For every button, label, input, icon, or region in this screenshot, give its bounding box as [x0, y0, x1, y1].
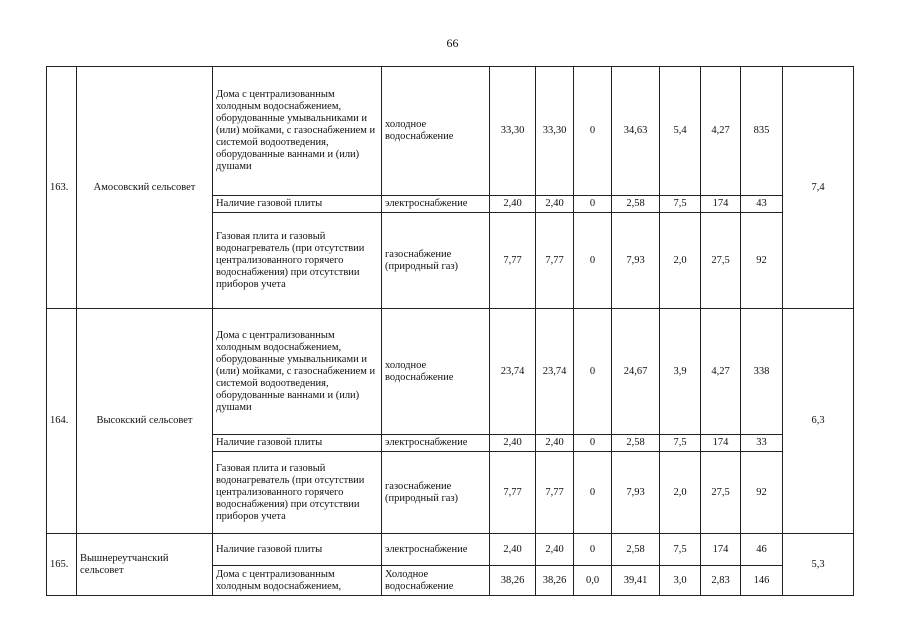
- value-cell: 2,83: [701, 566, 741, 596]
- value-cell: 4,27: [701, 67, 741, 196]
- total-value: 5,3: [783, 534, 854, 596]
- value-cell: 92: [741, 452, 783, 534]
- utility-resource: холодное водоснабжение: [382, 309, 490, 435]
- value-cell: 0: [574, 309, 612, 435]
- value-cell: 2,40: [490, 534, 536, 566]
- value-cell: 0,0: [574, 566, 612, 596]
- value-cell: 27,5: [701, 213, 741, 309]
- consumer-category: Наличие газовой плиты: [213, 534, 382, 566]
- value-cell: 0: [574, 435, 612, 452]
- value-cell: 38,26: [490, 566, 536, 596]
- value-cell: 46: [741, 534, 783, 566]
- value-cell: 7,93: [612, 452, 660, 534]
- consumer-category: Газовая плита и газовый водонагреватель (при отсутствии централизованного горячего водоснабжения) при отсутствии приборов учета: [213, 452, 382, 534]
- value-cell: 38,26: [536, 566, 574, 596]
- value-cell: 7,5: [660, 534, 701, 566]
- value-cell: 2,0: [660, 213, 701, 309]
- value-cell: 4,27: [701, 309, 741, 435]
- value-cell: 7,77: [490, 213, 536, 309]
- settlement-name: Амосовский сельсовет: [77, 67, 213, 309]
- value-cell: 7,77: [536, 213, 574, 309]
- value-cell: 2,0: [660, 452, 701, 534]
- row-number: 163.: [47, 67, 77, 309]
- value-cell: 7,5: [660, 196, 701, 213]
- consumer-category: Дома с централизованным холодным водоснабжением, оборудованные умывальниками и (или) мойками, с газоснабжением и системой водоотведения, оборудованные ваннами и (или) душами: [213, 309, 382, 435]
- row-number: 165.: [47, 534, 77, 596]
- value-cell: 0: [574, 534, 612, 566]
- value-cell: 23,74: [536, 309, 574, 435]
- value-cell: 43: [741, 196, 783, 213]
- total-value: 7,4: [783, 67, 854, 309]
- utility-resource: холодное водоснабжение: [382, 67, 490, 196]
- utility-resource: Холодное водоснабжение: [382, 566, 490, 596]
- value-cell: 146: [741, 566, 783, 596]
- consumer-category: Дома с централизованным холодным водоснабжением,: [213, 566, 382, 596]
- utility-resource: электроснабжение: [382, 196, 490, 213]
- value-cell: 92: [741, 213, 783, 309]
- value-cell: 3,0: [660, 566, 701, 596]
- value-cell: 33: [741, 435, 783, 452]
- value-cell: 0: [574, 67, 612, 196]
- value-cell: 7,77: [536, 452, 574, 534]
- value-cell: 2,40: [536, 196, 574, 213]
- value-cell: 34,63: [612, 67, 660, 196]
- value-cell: 2,58: [612, 196, 660, 213]
- value-cell: 5,4: [660, 67, 701, 196]
- value-cell: 174: [701, 534, 741, 566]
- tariff-table: [46, 66, 854, 596]
- value-cell: 7,77: [490, 452, 536, 534]
- value-cell: 2,40: [490, 196, 536, 213]
- value-cell: 23,74: [490, 309, 536, 435]
- value-cell: 27,5: [701, 452, 741, 534]
- settlement-name: Высокский сельсовет: [77, 309, 213, 534]
- value-cell: 2,40: [490, 435, 536, 452]
- value-cell: 2,58: [612, 435, 660, 452]
- value-cell: 0: [574, 452, 612, 534]
- value-cell: 2,58: [612, 534, 660, 566]
- value-cell: 338: [741, 309, 783, 435]
- value-cell: 33,30: [536, 67, 574, 196]
- consumer-category: Газовая плита и газовый водонагреватель (при отсутствии централизованного горячего водоснабжения) при отсутствии приборов учета: [213, 213, 382, 309]
- table-row: [47, 67, 854, 196]
- value-cell: 174: [701, 196, 741, 213]
- value-cell: 7,5: [660, 435, 701, 452]
- consumer-category: Дома с централизованным холодным водоснабжением, оборудованные умывальниками и (или) мойками, с газоснабжением и системой водоотведения, оборудованные ваннами и (или) душами: [213, 67, 382, 196]
- value-cell: 2,40: [536, 435, 574, 452]
- value-cell: 3,9: [660, 309, 701, 435]
- value-cell: 24,67: [612, 309, 660, 435]
- value-cell: 835: [741, 67, 783, 196]
- value-cell: 33,30: [490, 67, 536, 196]
- utility-resource: электроснабжение: [382, 534, 490, 566]
- page-number: 66: [446, 36, 459, 50]
- row-number: 164.: [47, 309, 77, 534]
- value-cell: 7,93: [612, 213, 660, 309]
- table-row: [47, 534, 854, 566]
- utility-resource: электроснабжение: [382, 435, 490, 452]
- value-cell: 0: [574, 196, 612, 213]
- value-cell: 2,40: [536, 534, 574, 566]
- settlement-name: Вышнереутчанский сельсовет: [77, 534, 213, 596]
- value-cell: 0: [574, 213, 612, 309]
- consumer-category: Наличие газовой плиты: [213, 196, 382, 213]
- table-row: [47, 309, 854, 435]
- value-cell: 174: [701, 435, 741, 452]
- total-value: 6,3: [783, 309, 854, 534]
- utility-resource: газоснабжение (природный газ): [382, 452, 490, 534]
- value-cell: 39,41: [612, 566, 660, 596]
- consumer-category: Наличие газовой плиты: [213, 435, 382, 452]
- utility-resource: газоснабжение (природный газ): [382, 213, 490, 309]
